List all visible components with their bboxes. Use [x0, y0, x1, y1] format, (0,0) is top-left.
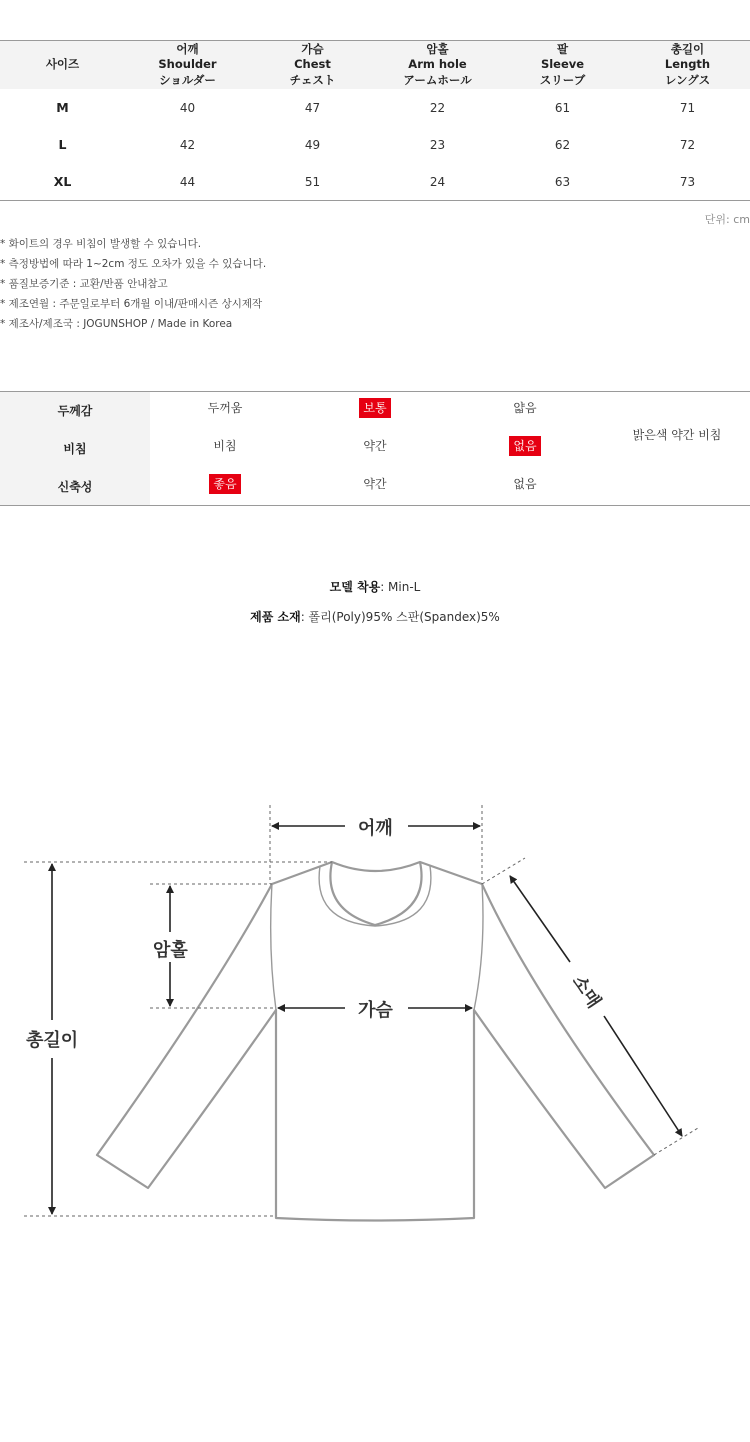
- chest-value: 47: [304, 100, 321, 115]
- armhole-dimension-label: 암홀: [153, 936, 188, 962]
- chest-value: 49: [304, 137, 321, 152]
- stretch-option-slight: 약간: [363, 477, 387, 491]
- sleeve-value: 62: [554, 137, 571, 152]
- shoulder-value: 40: [179, 100, 196, 115]
- length-dimension-label: 총길이: [26, 1026, 78, 1052]
- header-shoulder: 어깨 Shoulder ショルダー: [158, 41, 217, 87]
- size-table: [0, 40, 750, 201]
- chest-dimension-label: 가슴: [358, 996, 393, 1022]
- armhole-value: 24: [429, 174, 446, 189]
- note-item: * 화이트의 경우 비침이 발생할 수 있습니다.: [0, 238, 202, 250]
- model-label: 모델 착용: [329, 580, 381, 594]
- header-chest: 가슴 Chest チェスト: [289, 41, 336, 87]
- header-size: 사이즈: [45, 57, 80, 72]
- notes-list: [0, 236, 740, 336]
- sleeve-dimension-label: 소매: [567, 969, 608, 1012]
- sheerness-label: 비침: [63, 442, 87, 456]
- garment-diagram: [0, 790, 750, 1240]
- stretch-option-none: 없음: [513, 477, 537, 491]
- header-armhole: 암홀 Arm hole アームホール: [403, 41, 472, 87]
- length-value: 72: [679, 137, 696, 152]
- unit-label: 단위: cm: [704, 213, 750, 226]
- stretch-option-good: 좋음: [165, 474, 285, 494]
- thickness-option-thin: 얇음: [513, 401, 537, 415]
- table-row: [0, 89, 750, 126]
- thickness-option-thick: 두꺼움: [207, 401, 243, 415]
- sheerness-option-slight: 약간: [363, 439, 387, 453]
- sheerness-note: 밝은색 약간 비침: [632, 428, 722, 442]
- note-item: * 측정방법에 따라 1~2cm 정도 오차가 있을 수 있습니다.: [0, 258, 267, 270]
- thickness-label: 두께감: [57, 404, 93, 418]
- note-item: * 제조사/제조국 : JOGUNSHOP / Made in Korea: [0, 318, 233, 330]
- table-row: [0, 126, 750, 163]
- sleeve-value: 61: [554, 100, 571, 115]
- shoulder-value: 42: [179, 137, 196, 152]
- size-label: M: [56, 100, 69, 115]
- header-sleeve: 팔 Sleeve スリーブ: [539, 41, 586, 87]
- thickness-option-normal: 보통: [315, 398, 435, 418]
- size-table-header: [0, 41, 750, 89]
- sheerness-option-sheer: 비침: [213, 439, 237, 453]
- size-label: XL: [53, 174, 72, 189]
- size-label: L: [58, 137, 67, 152]
- shoulder-value: 44: [179, 174, 196, 189]
- material-info: [0, 608, 750, 625]
- fabric-table: [0, 391, 750, 506]
- model-info: [0, 578, 750, 595]
- sleeve-value: 63: [554, 174, 571, 189]
- shirt-outline: [97, 862, 654, 1221]
- armhole-value: 23: [429, 137, 446, 152]
- note-item: * 품질보증기준 : 교환/반품 안내참고: [0, 278, 168, 290]
- header-length: 총길이 Length レングス: [664, 41, 711, 87]
- table-row: [0, 163, 750, 200]
- material-label: 제품 소재: [250, 610, 301, 624]
- length-value: 71: [679, 100, 696, 115]
- stretch-label: 신축성: [57, 480, 93, 494]
- model-value: : Min-L: [380, 580, 421, 594]
- length-value: 73: [679, 174, 696, 189]
- sheerness-option-none: 없음: [465, 436, 585, 456]
- shoulder-dimension-label: 어깨: [358, 814, 393, 840]
- chest-value: 51: [304, 174, 321, 189]
- armhole-value: 22: [429, 100, 446, 115]
- note-item: * 제조연월 : 주문일로부터 6개월 이내/판매시즌 상시제작: [0, 298, 263, 310]
- size-table-body: [0, 89, 750, 200]
- material-value: : 폴리(Poly)95% 스판(Spandex)5%: [300, 610, 500, 624]
